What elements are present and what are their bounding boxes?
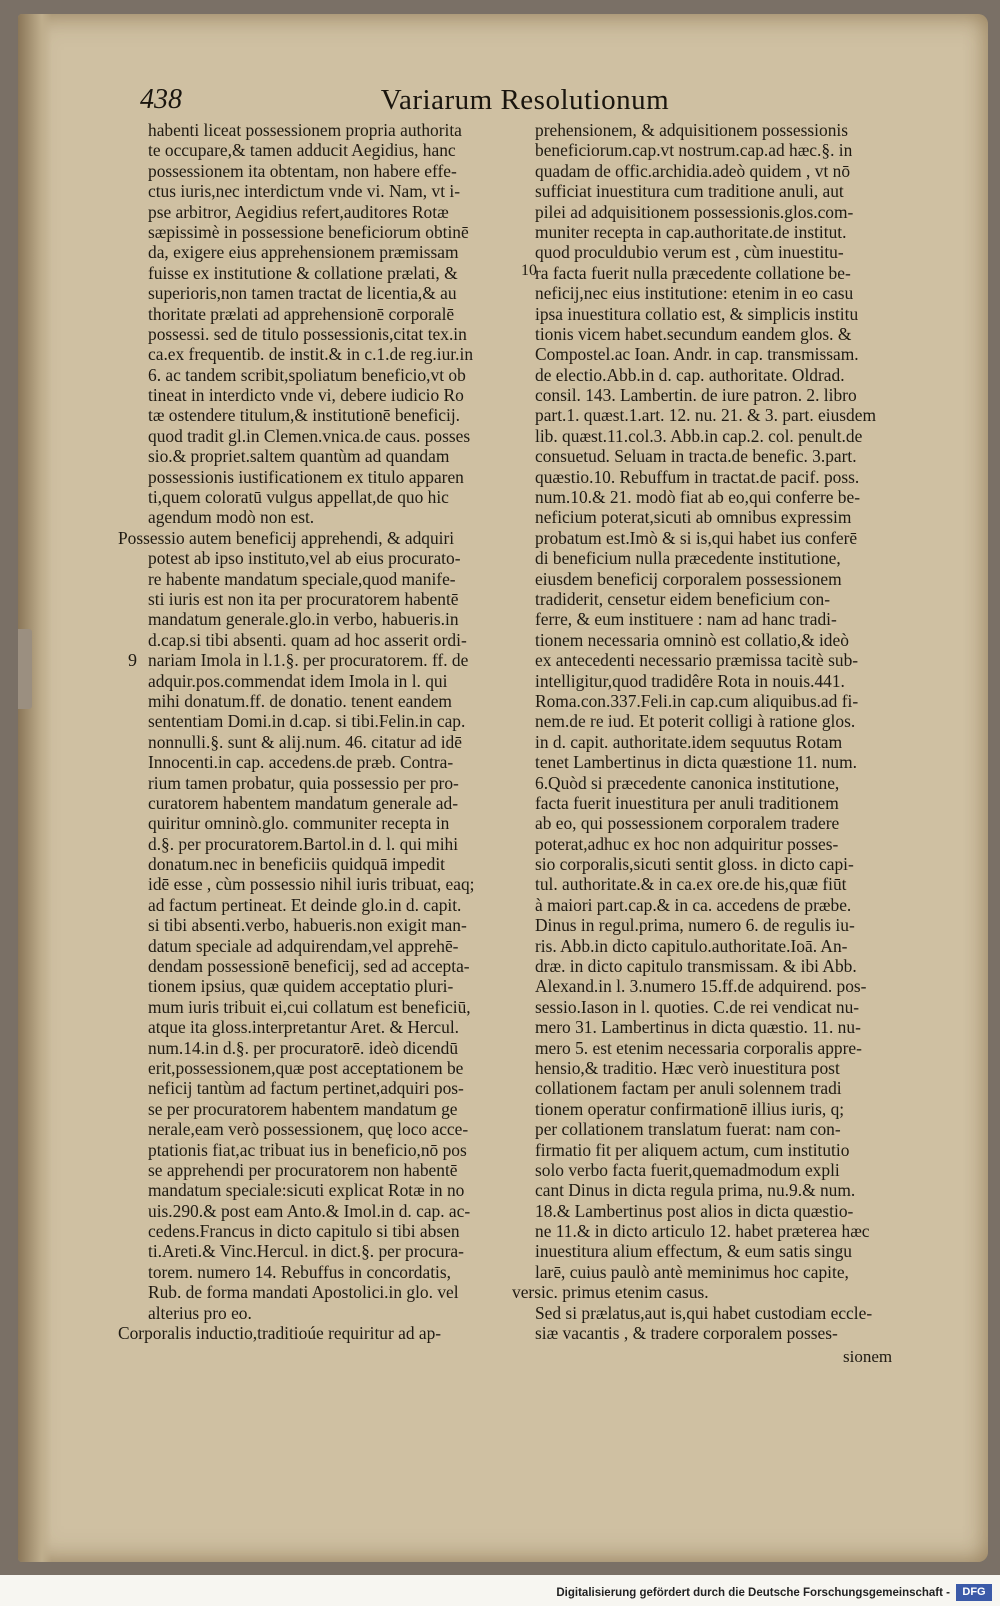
text-line: sti iuris est non ita per procuratorem habentē	[148, 588, 459, 609]
margin-number-right: 10	[521, 262, 537, 279]
text-line: tenet Lambertinus in dicta quæstione 11. num.	[535, 752, 857, 773]
page-gutter	[18, 14, 52, 1562]
text-line: Innocenti.in cap. accedens.de præb. Contra-	[148, 752, 454, 773]
catchword: sionem	[843, 1347, 893, 1366]
text-line: nariam Imola in l.1.§. per procuratorem. ff. de	[148, 650, 469, 671]
text-line: quiritur omninò.glo. communiter recepta in	[148, 813, 450, 834]
text-line: agendum modò non est.	[148, 507, 315, 528]
text-line: sio.& propriet.saltem quantùm ad quandam	[148, 446, 450, 467]
text-line: ferre, & eum instituere : nam ad hanc tradi-	[535, 609, 837, 630]
text-line: consil. 143. Lambertin. de iure patron. 2. libro	[535, 385, 857, 406]
funding-note: Digitalisierung gefördert durch die Deutsche Forschungsgemeinschaft -	[556, 1587, 950, 1599]
text-line: quæstio.10. Rebuffum in tractat.de pacif. poss.	[535, 466, 860, 487]
text-line: cant Dinus in dicta regula prima, nu.9.& num.	[535, 1180, 856, 1201]
text-line: facta fuerit inuestitura per anuli traditionem	[535, 792, 839, 813]
text-line: adquir.pos.commendat idem Imola in l. qui	[148, 670, 448, 691]
text-line: alterius pro eo.	[148, 1302, 252, 1323]
text-line: Dinus in regul.prima, numero 6. de regulis iu-	[535, 915, 855, 936]
text-line: à maiori part.cap.& in ca. accedens de præbe.	[535, 894, 852, 915]
text-line: num.14.in d.§. per procuratorē. ideò dicendū	[148, 1037, 459, 1058]
text-line: mihi donatum.ff. de donatio. tenent eandem	[148, 690, 452, 711]
text-line: per collationem translatum fuerat: nam con-	[535, 1119, 841, 1140]
text-line: ad factum pertineat. Et deinde glo.in d. capit.	[148, 894, 462, 915]
text-line: dendam possessionē beneficij, sed ad accepta-	[148, 956, 470, 977]
text-line: ptationis fiat,ac tribuat ius in beneficio,nō pos	[148, 1139, 467, 1160]
text-line: part.1. quæst.1.art. 12. nu. 21. & 3. part. eiusdem	[535, 405, 877, 426]
text-line: Roma.con.337.Feli.in cap.cum aliquibus.ad fi-	[535, 690, 859, 711]
text-line: probatum est.Imò & si is,qui habet ius conferē	[535, 527, 858, 548]
text-line: inuestitura alium effectum, & eum satis singu	[535, 1241, 852, 1262]
text-line: versic. primus etenim casus.	[512, 1282, 709, 1303]
text-line: tradiderit, censetur eidem beneficium con-	[535, 588, 831, 609]
text-line: te occupare,& tamen adducit Aegidius, hanc	[148, 140, 456, 161]
text-line: d.cap.si tibi absenti. quam ad hoc asserit ordi-	[148, 629, 467, 650]
text-line: neficij tantùm ad factum pertinet,adquiri pos-	[148, 1078, 464, 1099]
text-line: firmatio fit per aliquem actum, cum institutio	[535, 1139, 850, 1160]
text-line: mero 31. Lambertinus in dicta quæstio. 11. nu-	[535, 1017, 861, 1038]
text-line: ne 11.& in dicto articulo 12. habet præterea hæc	[535, 1221, 870, 1242]
text-line: erit,possessionem,quæ post acceptationem be	[148, 1057, 464, 1078]
text-line: se apprehendi per procuratorem non habentē	[148, 1159, 458, 1180]
text-line: sufficiat inuestitura cum traditione anuli, aut	[535, 181, 844, 202]
text-line: hensio,& traditio. Hæc verò inuestitura post	[535, 1057, 840, 1078]
text-line: tineat in interdicto vnde vi, debere iudicio Ro	[148, 385, 464, 406]
page-header	[140, 84, 910, 118]
text-line: se per procuratorem habentem mandatum ge	[148, 1098, 458, 1119]
text-line: thoritate prælati ad apprehensionē corporalē	[148, 303, 455, 324]
text-line: eiusdem beneficij corporalem possessionem	[535, 568, 842, 589]
text-line: poterat,adhuc ex hoc non adquiritur posses-	[535, 833, 839, 854]
text-line: 18.& Lambertinus post alios in dicta quæstio-	[535, 1200, 854, 1221]
dfg-logo: DFG	[956, 1584, 992, 1601]
text-line: solo verbo facta fuerit,quemadmodum expli	[535, 1159, 840, 1180]
text-line: rium tamen probatur, quia possessio per pro-	[148, 772, 459, 793]
text-line: quod proculdubio verum est , cùm inuestitu-	[535, 242, 844, 263]
text-line: idē esse , cùm possessio nihil iuris tribuat, eaq;	[148, 874, 475, 895]
text-line: neficium poterat,sicuti ab omnibus expressim	[535, 507, 852, 528]
text-line: sententiam Domi.in d.cap. si tibi.Felin.in cap.	[148, 711, 466, 732]
text-line: tionem necessaria omninò est collatio,& ideò	[535, 629, 849, 650]
text-line: atque ita gloss.interpretantur Aret. & Hercul.	[148, 1017, 460, 1038]
text-line: dræ. in dicto capitulo transmissam. & ibi Abb.	[535, 956, 857, 977]
text-line: tionem ipsius, quæ quidem acceptatio pluri-	[148, 976, 454, 997]
text-line: di beneficium nulla præcedente institutione,	[535, 548, 841, 569]
page-number: 438	[140, 84, 182, 115]
text-line: prehensionem, & adquisitionem possessionis	[535, 120, 849, 140]
text-line: larē, cuius paulò antè meminimus hoc capite,	[535, 1261, 849, 1282]
text-line: consuetud. Seluam in tracta.de benefic. 3.part.	[535, 446, 857, 467]
text-line: tæ ostendere titulum,& institutionē beneficij.	[148, 405, 461, 426]
left-column	[118, 120, 516, 1343]
text-line: d.§. per procuratorem.Bartol.in d. l. qui mihi	[148, 833, 459, 854]
text-line: re habente mandatum speciale,quod manife-	[148, 568, 456, 589]
text-line: da, exigere eius apprehensionem præmissam	[148, 242, 459, 263]
text-line: sessio.Iason in l. quoties. C.de rei vendicat nu-	[535, 996, 860, 1017]
text-line: curatorem habentem mandatum generale ad-	[148, 792, 458, 813]
text-line: ca.ex frequentib. de instit.& in c.1.de reg.iur.in	[148, 344, 474, 365]
text-line: ris. Abb.in dicto capitulo.authoritate.Ioā. An-	[535, 935, 848, 956]
page-tab-marker	[18, 629, 32, 709]
text-line: Rub. de forma mandati Apostolici.in glo. vel	[148, 1282, 459, 1303]
text-line: mum iuris tribuit ei,cui collatum est beneficiū,	[148, 996, 471, 1017]
text-line: Compostel.ac Ioan. Andr. in cap. transmissam.	[535, 344, 859, 365]
text-line: possessionem ita obtentam, non habere effe-	[148, 160, 457, 181]
text-line: neficij,nec eius institutione: etenim in eo casu	[535, 283, 854, 304]
margin-number-left: 9	[128, 650, 137, 670]
text-line: muniter recepta in cap.authoritate.de institut.	[535, 221, 847, 242]
text-line: nerale,eam verò possessionem, quę loco acce-	[148, 1119, 469, 1140]
text-line: 6. ac tandem scribit,spoliatum beneficio,vt ob	[148, 364, 466, 385]
text-line: cedens.Francus in dicto capitulo si tibi absen	[148, 1221, 460, 1242]
text-line: mandatum speciale:sicuti explicat Rotæ in no	[148, 1180, 465, 1201]
text-line: ab eo, qui possessionem corporalem tradere	[535, 813, 840, 834]
text-line: quadam de offic.archidia.adeò quidem , vt nō	[535, 160, 851, 181]
text-line: si tibi absenti.verbo, habueris.non exigit man-	[148, 915, 467, 936]
text-line: possessi. sed de titulo possessionis,citat tex.in	[148, 323, 467, 344]
text-line: sæpissimè in possessione beneficiorum obtinē	[148, 221, 469, 242]
text-line: siæ vacantis , & tradere corporalem posses-	[535, 1323, 838, 1344]
text-line: ra facta fuerit nulla præcedente collatione be-	[535, 262, 851, 283]
text-line: ctus iuris,nec interdictum vnde vi. Nam, vt i-	[148, 181, 460, 202]
text-line: possessionis iustificationem ex titulo apparen	[148, 466, 464, 487]
text-line: quod tradit gl.in Clemen.vnica.de caus. posses	[148, 425, 471, 446]
text-line: uis.290.& post eam Anto.& Imol.in d. cap. ac-	[148, 1200, 471, 1221]
text-line: num.10.& 21. modò fiat ab eo,qui conferre be-	[535, 487, 861, 508]
text-line: donatum.nec in beneficiis quidquā impedit	[148, 854, 446, 875]
text-line: torem. numero 14. Rebuffus in concordatis,	[148, 1261, 451, 1282]
text-line: collationem factam per anuli solennem tradi	[535, 1078, 842, 1099]
text-line: 6.Quòd si præcedente canonica institutione,	[535, 772, 840, 793]
text-line: in d. capit. authoritate.idem sequutus Rotam	[535, 731, 843, 752]
text-line: pse arbitror, Aegidius refert,auditores Rotæ	[148, 201, 449, 222]
text-line: ti,quem coloratū vulgus appellat,de quo hic	[148, 487, 449, 508]
text-line: Corporalis inductio,traditioúe requiritur ad ap-	[118, 1323, 442, 1344]
text-line: de electio.Abb.in d. cap. authoritate. Oldrad.	[535, 364, 845, 385]
text-line: nem.de re iud. Et poterit colligi à ratione glos.	[535, 711, 856, 732]
text-line: nonnulli.§. sunt & alij.num. 46. citatur ad idē	[148, 731, 462, 752]
text-line: Alexand.in l. 3.numero 15.ff.de adquirend. pos-	[535, 976, 867, 997]
text-line: ti.Areti.& Vinc.Hercul. in dict.§. per procura-	[148, 1241, 464, 1262]
text-line: Possessio autem beneficij apprehendi, & adquiri	[118, 527, 455, 548]
text-line: tul. authoritate.& in ca.ex ore.de his,quæ fiūt	[535, 874, 847, 895]
text-line: beneficiorum.cap.vt nostrum.cap.ad hæc.§. in	[535, 140, 853, 161]
text-line: datum speciale ad adquirendam,vel apprehē-	[148, 935, 459, 956]
text-line: habenti liceat possessionem propria authorita	[148, 120, 462, 140]
text-line: sio corporalis,sicuti sentit gloss. in dicto capi-	[535, 854, 854, 875]
text-line: ipsa inuestitura collatio est, & simplicis institu	[535, 303, 859, 324]
text-line: mero 5. est etenim necessaria corporalis appre-	[535, 1037, 862, 1058]
text-line: lib. quæst.11.col.3. Abb.in cap.2. col. penult.de	[535, 425, 863, 446]
text-line: ex antecedenti necessario præmissa tacitè sub-	[535, 650, 859, 671]
text-line: mandatum generale.glo.in verbo, habueris.in	[148, 609, 459, 630]
text-line: fuisse ex institutione & collatione prælati, &	[148, 262, 458, 283]
running-title: Variarum Resolutionum	[380, 84, 670, 116]
text-line: tionem operatur confirmationē illius iuris, q;	[535, 1098, 845, 1119]
text-line: Sed si prælatus,aut is,qui habet custodiam eccle-	[535, 1302, 873, 1323]
right-column	[512, 120, 897, 1344]
text-line: potest ab ipso instituto,vel ab eius procurato-	[148, 548, 461, 569]
text-line: pilei ad adquisitionem possessionis.glos.com-	[535, 201, 854, 222]
text-line: intelligitur,quod tradidêre Rota in nouis.441.	[535, 670, 845, 691]
text-line: superioris,non tamen tractat de licentia,& au	[148, 283, 457, 304]
text-line: tionis vicem habet.secundum eandem glos. &	[535, 323, 852, 344]
